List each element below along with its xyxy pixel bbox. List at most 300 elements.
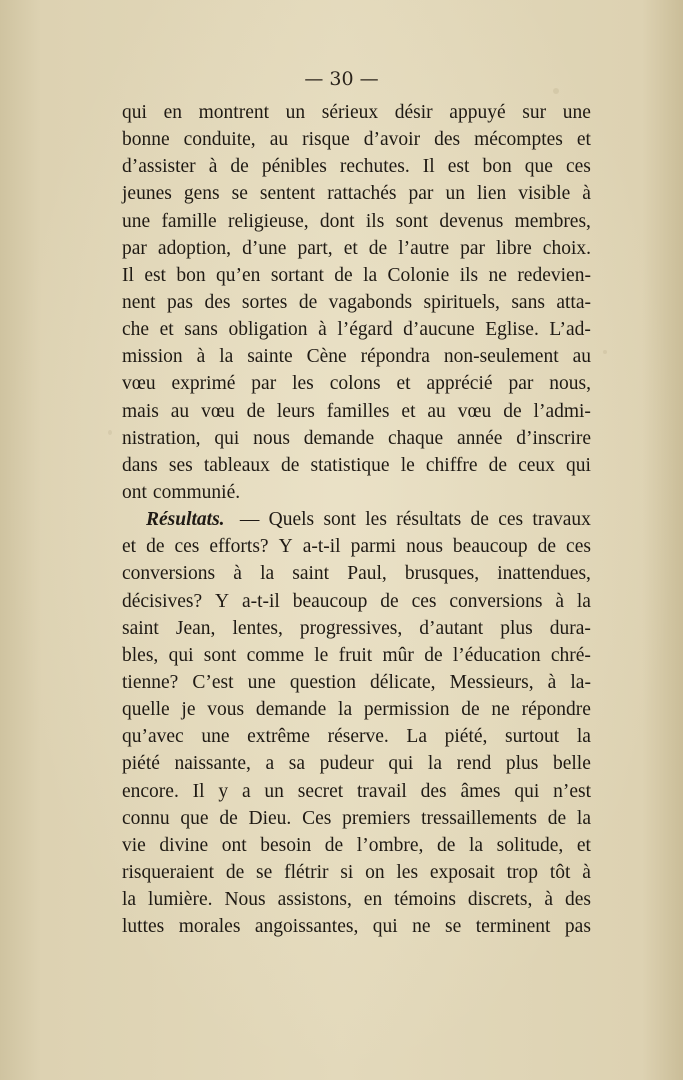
word: membres,	[514, 210, 591, 232]
word: ces	[411, 590, 437, 612]
word: les	[365, 509, 387, 531]
text-line	[122, 370, 591, 397]
word: ces	[565, 156, 591, 178]
word: et	[401, 400, 416, 422]
word: angoissantes,	[254, 916, 359, 938]
word: résultats	[396, 509, 462, 531]
word: familles	[326, 400, 390, 422]
word: plus	[500, 617, 533, 639]
word: au	[427, 400, 446, 422]
word: est	[144, 264, 166, 286]
word: brusques,	[404, 563, 480, 585]
text-line	[122, 126, 591, 153]
word: à	[544, 889, 553, 911]
word: leurs	[276, 400, 315, 422]
word: de	[380, 590, 399, 612]
word: a-t-il	[241, 590, 280, 612]
word: vœu	[201, 400, 235, 422]
text-line	[122, 262, 591, 289]
word: —	[239, 509, 260, 531]
word: qui	[566, 454, 591, 476]
word: travaux	[532, 509, 591, 531]
word: divine	[159, 834, 209, 856]
word: progressives,	[299, 617, 403, 639]
text-line	[122, 180, 591, 207]
word: colons	[329, 373, 381, 395]
word: d’assister	[122, 156, 196, 178]
word: je	[181, 699, 196, 721]
word: et	[576, 129, 591, 151]
word: en	[363, 889, 383, 911]
word: tienne?	[122, 671, 179, 693]
word: de	[503, 400, 522, 422]
word: la	[576, 726, 591, 748]
text-line	[122, 696, 591, 723]
word: obligation	[228, 319, 308, 341]
word: y	[218, 780, 229, 802]
word: Ces	[302, 807, 332, 829]
word: ont	[221, 834, 247, 856]
word: apprécié	[426, 373, 493, 395]
page-number: — 30 —	[304, 68, 379, 90]
word: au	[269, 129, 289, 151]
word: Y	[215, 590, 230, 612]
word: réserve.	[327, 726, 389, 748]
word: qui	[388, 753, 414, 775]
word: des	[204, 291, 231, 313]
word: Messieurs,	[449, 671, 534, 693]
word: tôt	[549, 861, 571, 883]
word: sainte	[247, 346, 293, 368]
word: discrets,	[467, 889, 533, 911]
word: rattachés	[327, 183, 397, 205]
section-heading: Résultats.	[146, 509, 225, 531]
word: rend	[456, 753, 492, 775]
word: les	[396, 861, 419, 883]
word: de	[437, 834, 456, 856]
word: Jean,	[175, 617, 216, 639]
word: nous,	[549, 373, 591, 395]
word: Nous	[224, 889, 266, 911]
text-line	[122, 289, 591, 316]
word: des	[434, 129, 461, 151]
word: sortant	[270, 264, 324, 286]
word: décisives?	[122, 590, 203, 612]
word: par	[460, 237, 486, 259]
word: qu’avec	[122, 726, 184, 748]
word: qu’en	[216, 264, 261, 286]
word: de	[368, 237, 388, 259]
word: montrent	[198, 102, 270, 123]
word: quelle	[122, 699, 170, 721]
word: une	[201, 726, 230, 748]
word: de	[488, 454, 507, 476]
word: conduite,	[183, 129, 256, 151]
text-line	[122, 832, 591, 859]
word: de	[547, 807, 567, 829]
word: encore.	[122, 780, 179, 802]
word: répondre	[521, 699, 591, 721]
text-line	[122, 235, 591, 262]
word: lumière.	[148, 889, 213, 911]
word: jeunes	[122, 183, 172, 205]
word: ses	[168, 454, 193, 476]
word: ces	[566, 536, 591, 558]
word: vagabonds	[328, 291, 413, 313]
word: de	[537, 536, 557, 558]
word: qui	[122, 102, 147, 123]
text-line	[122, 859, 591, 886]
word: lien	[476, 183, 507, 205]
word: dans	[122, 454, 158, 476]
word: une	[562, 102, 591, 123]
text-line	[122, 153, 591, 180]
word: à	[233, 563, 242, 585]
word: L’ad-	[549, 319, 591, 341]
word: se	[445, 916, 462, 938]
word: de	[334, 264, 353, 286]
text-line	[122, 588, 591, 615]
word: La	[406, 726, 427, 748]
text-line	[122, 560, 591, 587]
word: choix.	[542, 237, 591, 259]
word: Il	[122, 264, 134, 286]
word: une	[247, 671, 276, 693]
word: la	[219, 346, 234, 368]
word: sortes	[241, 291, 288, 313]
word: vœu	[457, 400, 492, 422]
word: appuyé	[449, 102, 506, 123]
text-line	[122, 778, 591, 805]
word: morales	[178, 916, 241, 938]
word: l’égard	[337, 319, 393, 341]
word: vie	[122, 834, 146, 856]
word: si	[340, 861, 354, 883]
text-line	[122, 452, 591, 479]
word: et	[122, 536, 137, 558]
text-line	[122, 669, 591, 696]
text-line	[122, 913, 591, 940]
word: religieuse,	[227, 210, 309, 232]
word: année	[456, 427, 503, 449]
word: à	[208, 156, 218, 178]
word: Cène	[306, 346, 347, 368]
word: à	[582, 861, 591, 883]
word: atta-	[556, 291, 591, 313]
word: beaucoup	[452, 536, 528, 558]
word: est	[447, 156, 470, 178]
text-line	[122, 723, 591, 750]
word: se	[256, 861, 273, 883]
word: travail	[357, 780, 407, 802]
word: bon	[482, 156, 512, 178]
word: mission	[122, 346, 183, 368]
word: la	[469, 834, 484, 856]
word: question	[289, 671, 356, 693]
word: sérieux	[321, 102, 379, 123]
word: libre	[496, 237, 532, 259]
word: surtout	[505, 726, 560, 748]
word: de	[230, 156, 249, 178]
word: à	[582, 183, 591, 205]
word: Dieu.	[248, 807, 292, 829]
word: luttes	[122, 916, 165, 938]
word: d’inscrire	[516, 427, 591, 449]
text-line	[122, 208, 591, 235]
word: mais	[122, 400, 159, 422]
word: de	[280, 454, 300, 476]
word: par	[251, 373, 277, 395]
word: qui	[168, 644, 194, 666]
text-line	[122, 425, 591, 452]
word: que	[524, 156, 553, 178]
word: comme	[246, 644, 304, 666]
word: on	[365, 861, 385, 883]
word: à	[547, 671, 557, 693]
word: besoin	[260, 834, 312, 856]
word: à	[196, 346, 206, 368]
word: d’avoir	[363, 129, 421, 151]
word: par	[508, 373, 534, 395]
word: risque	[302, 129, 350, 151]
word: n’est	[553, 780, 591, 802]
word: premiers	[342, 807, 411, 829]
word: Il	[422, 156, 435, 178]
word: communié.	[152, 481, 241, 503]
word: de	[225, 861, 245, 883]
word: Paul,	[347, 563, 387, 585]
word: ils	[365, 210, 385, 232]
word: la	[427, 753, 442, 775]
word: un	[264, 780, 284, 802]
word: a-t-il	[302, 536, 341, 558]
word: exposait	[429, 861, 495, 883]
word: qui	[514, 780, 540, 802]
word: tableaux	[203, 454, 270, 476]
word: en	[163, 102, 182, 123]
word: pas	[564, 916, 591, 938]
word: sans	[184, 319, 218, 341]
word: secret	[297, 780, 344, 802]
word: par	[122, 237, 147, 259]
text-line	[122, 886, 591, 913]
word: gens	[183, 183, 220, 205]
word: la-	[570, 671, 591, 693]
word: vœu	[122, 373, 156, 395]
word: efforts?	[209, 536, 269, 558]
word: par	[408, 183, 434, 205]
word: Il	[192, 780, 205, 802]
word: l’autre	[398, 237, 450, 259]
word: demande	[255, 699, 327, 721]
word: ne	[488, 264, 507, 286]
word: âmes	[460, 780, 501, 802]
word: terminent	[475, 916, 551, 938]
word: chaque	[387, 427, 444, 449]
word: solitude,	[496, 834, 564, 856]
word: un	[285, 102, 306, 123]
word: visible	[518, 183, 571, 205]
word: et	[159, 319, 174, 341]
word: pénibles	[261, 156, 327, 178]
word: ne	[491, 699, 510, 721]
word: vous	[207, 699, 245, 721]
word: pas	[167, 291, 194, 313]
word: et	[343, 237, 358, 259]
word: bonne	[122, 129, 170, 151]
word: conversions	[449, 590, 543, 612]
word: Quels	[268, 509, 315, 531]
word: de	[298, 291, 318, 313]
word: l’admi-	[533, 400, 591, 422]
word: dont	[319, 210, 355, 232]
text-line	[122, 533, 591, 560]
word: devenus	[439, 210, 504, 232]
word: de	[219, 807, 238, 829]
word: famille	[161, 210, 217, 232]
word: sans	[511, 291, 545, 313]
word: adoption,	[157, 237, 232, 259]
word: d’autant	[419, 617, 484, 639]
word: naissante,	[174, 753, 251, 775]
word: témoins	[394, 889, 456, 911]
word: sont	[323, 509, 356, 531]
word: mécomptes	[474, 129, 563, 151]
word: demande	[303, 427, 375, 449]
word: la	[363, 264, 378, 286]
text-line	[122, 479, 591, 506]
word: au	[572, 346, 591, 368]
word: désir	[394, 102, 433, 123]
word: bon	[176, 264, 206, 286]
word: a	[265, 753, 275, 775]
word: C’est	[192, 671, 234, 693]
word: assistons,	[277, 889, 352, 911]
word: sa	[288, 753, 305, 775]
word: saint	[122, 617, 159, 639]
text-line	[122, 805, 591, 832]
word: se	[231, 183, 248, 205]
word: un	[445, 183, 465, 205]
word: la	[576, 807, 591, 829]
word: l’éducation	[452, 644, 541, 666]
word: nistration,	[122, 427, 201, 449]
word: d’aucune	[403, 319, 475, 341]
word: le	[314, 644, 329, 666]
word: ils	[459, 264, 479, 286]
word: statistique	[310, 454, 390, 476]
word: connu	[122, 807, 170, 829]
word: bles,	[122, 644, 159, 666]
word: risqueraient	[122, 861, 215, 883]
word: a	[241, 780, 251, 802]
word: mûr	[382, 644, 414, 666]
word: non-seulement	[443, 346, 559, 368]
word: part,	[297, 237, 333, 259]
word: pudeur	[319, 753, 374, 775]
word: les	[292, 373, 314, 395]
text-line	[122, 750, 591, 777]
word: ne	[412, 916, 431, 938]
word: à	[555, 590, 564, 612]
word: fruit	[338, 644, 373, 666]
word: dura-	[549, 617, 591, 639]
text-line	[122, 642, 591, 669]
word: une	[122, 210, 151, 232]
word: sont	[395, 210, 429, 232]
word: délicate,	[370, 671, 436, 693]
word: piété,	[444, 726, 488, 748]
word: ces	[498, 509, 524, 531]
word: chiffre	[425, 454, 478, 476]
word: beaucoup	[292, 590, 368, 612]
word: répondra	[360, 346, 430, 368]
word: rechutes.	[339, 156, 410, 178]
word: chré-	[550, 644, 591, 666]
word: plus	[505, 753, 539, 775]
word: conversions	[122, 563, 216, 585]
word: nous	[406, 536, 443, 558]
paper-spot	[108, 430, 112, 435]
text-line-with-heading	[122, 506, 591, 533]
word: de	[424, 644, 443, 666]
word: de	[470, 509, 489, 531]
word: saint	[292, 563, 330, 585]
word: Eglise.	[485, 319, 539, 341]
word: che	[122, 319, 150, 341]
word: tressaillements	[421, 807, 537, 829]
word: nous	[253, 427, 290, 449]
word: la	[576, 590, 591, 612]
text-line	[122, 343, 591, 370]
word: au	[170, 400, 190, 422]
text-line	[122, 615, 591, 642]
word: ceux	[518, 454, 555, 476]
word: belle	[552, 753, 591, 775]
word: ces	[174, 536, 200, 558]
word: d’une	[242, 237, 287, 259]
word: ont	[122, 481, 147, 503]
paper-spot	[603, 350, 607, 354]
word: extrême	[247, 726, 310, 748]
word: des	[420, 780, 447, 802]
word: sentent	[259, 183, 316, 205]
word: de	[324, 834, 344, 856]
word: lentes,	[232, 617, 283, 639]
word: de	[246, 400, 265, 422]
word: Colonie	[387, 264, 450, 286]
word: l’ombre,	[356, 834, 424, 856]
word: de	[146, 536, 165, 558]
word: la	[338, 699, 353, 721]
word: que	[180, 807, 209, 829]
word: à	[318, 319, 327, 341]
word: parmi	[350, 536, 397, 558]
word: nent	[122, 291, 156, 313]
word: trop	[506, 861, 539, 883]
word: la	[122, 889, 137, 911]
word: exprimé	[171, 373, 236, 395]
word: des	[564, 889, 591, 911]
word: redevien-	[517, 264, 591, 286]
word: de	[461, 699, 480, 721]
word: et	[396, 373, 411, 395]
text-line	[122, 316, 591, 343]
word: inattendues,	[497, 563, 591, 585]
body-text	[122, 99, 591, 940]
word: qui	[214, 427, 240, 449]
text-line	[122, 99, 591, 126]
